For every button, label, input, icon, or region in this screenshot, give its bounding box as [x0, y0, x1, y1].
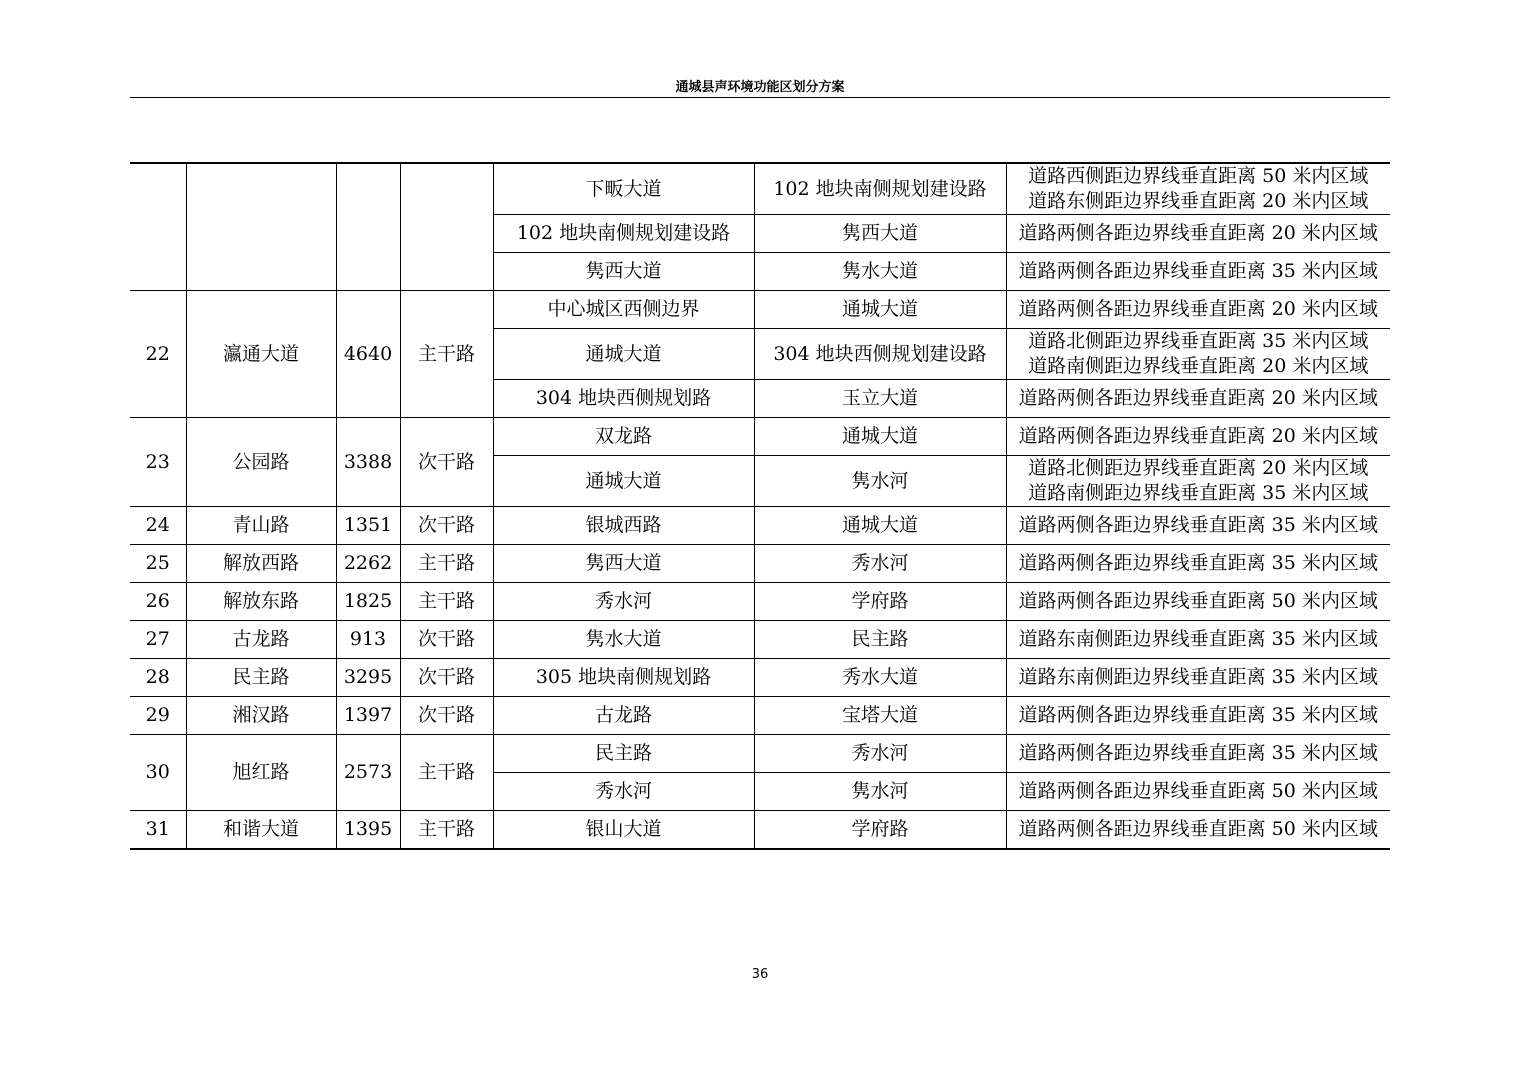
- road-length-cell: [336, 163, 400, 291]
- zone-range-cell: [1006, 215, 1390, 253]
- zone-range-line: 道路两侧各距边界线垂直距离 20 米内区域: [1018, 222, 1378, 244]
- road-length-cell: 2262: [336, 545, 400, 583]
- road-name-cell: 古龙路: [186, 621, 336, 659]
- segment-start-cell: 通城大道: [493, 456, 754, 507]
- road-zone-table-container: [130, 162, 1390, 850]
- segment-start-cell: 秀水河: [493, 773, 754, 811]
- row-number-cell: 24: [130, 507, 186, 545]
- road-name-cell: 旭红路: [186, 735, 336, 811]
- road-length-cell: 1395: [336, 811, 400, 849]
- table-row: [130, 545, 1390, 583]
- zone-range-line: 道路两侧各距边界线垂直距离 35 米内区域: [1018, 742, 1378, 764]
- road-grade-cell: 次干路: [400, 659, 493, 697]
- road-name-cell: 和谐大道: [186, 811, 336, 849]
- zone-range-cell: [1006, 773, 1390, 811]
- road-length-cell: 1825: [336, 583, 400, 621]
- road-grade-cell: 主干路: [400, 545, 493, 583]
- road-grade-cell: 次干路: [400, 507, 493, 545]
- segment-end-cell: 学府路: [754, 583, 1006, 621]
- table-row: [130, 735, 1390, 773]
- zone-range-cell: [1006, 291, 1390, 329]
- segment-end-cell: 隽水河: [754, 456, 1006, 507]
- segment-end-cell: 通城大道: [754, 418, 1006, 456]
- row-number-cell: 30: [130, 735, 186, 811]
- road-grade-cell: 主干路: [400, 735, 493, 811]
- segment-start-cell: 民主路: [493, 735, 754, 773]
- road-length-cell: 4640: [336, 291, 400, 418]
- table-row: [130, 583, 1390, 621]
- segment-start-cell: 305 地块南侧规划路: [493, 659, 754, 697]
- zone-range-line: 道路两侧各距边界线垂直距离 20 米内区域: [1018, 298, 1378, 320]
- road-name-cell: 解放东路: [186, 583, 336, 621]
- segment-start-cell: 102 地块南侧规划建设路: [493, 215, 754, 253]
- segment-start-cell: 银山大道: [493, 811, 754, 849]
- segment-end-cell: 隽水河: [754, 773, 1006, 811]
- zone-range-line: 道路两侧各距边界线垂直距离 50 米内区域: [1018, 780, 1378, 802]
- zone-range-line: 道路北侧距边界线垂直距离 20 米内区域: [1028, 457, 1369, 479]
- road-length-cell: 3388: [336, 418, 400, 507]
- header-rule: [130, 97, 1390, 98]
- zone-range-line: 道路两侧各距边界线垂直距离 20 米内区域: [1018, 387, 1378, 409]
- zone-range-cell: [1006, 456, 1390, 507]
- road-length-cell: 913: [336, 621, 400, 659]
- road-name-cell: 公园路: [186, 418, 336, 507]
- zone-range-line: 道路南侧距边界线垂直距离 35 米内区域: [1028, 482, 1369, 504]
- road-name-cell: 青山路: [186, 507, 336, 545]
- zone-range-line: 道路东南侧距边界线垂直距离 35 米内区域: [1018, 666, 1378, 688]
- page-header-title: 通城县声环境功能区划分方案: [675, 80, 845, 95]
- segment-start-cell: 双龙路: [493, 418, 754, 456]
- table-row: [130, 697, 1390, 735]
- row-number-cell: 31: [130, 811, 186, 849]
- table-row: [130, 163, 1390, 215]
- road-grade-cell: 次干路: [400, 621, 493, 659]
- row-number-cell: [130, 163, 186, 291]
- zone-range-cell: [1006, 418, 1390, 456]
- zone-range-cell: [1006, 621, 1390, 659]
- zone-range-cell: [1006, 329, 1390, 380]
- segment-start-cell: 下畈大道: [493, 163, 754, 215]
- road-grade-cell: 次干路: [400, 418, 493, 507]
- road-name-cell: [186, 163, 336, 291]
- zone-range-cell: [1006, 583, 1390, 621]
- zone-range-line: 道路两侧各距边界线垂直距离 35 米内区域: [1018, 704, 1378, 726]
- zone-range-cell: [1006, 545, 1390, 583]
- segment-end-cell: 学府路: [754, 811, 1006, 849]
- segment-start-cell: 304 地块西侧规划路: [493, 380, 754, 418]
- zone-range-cell: [1006, 253, 1390, 291]
- road-length-cell: 1397: [336, 697, 400, 735]
- zone-range-cell: [1006, 659, 1390, 697]
- road-name-cell: 瀛通大道: [186, 291, 336, 418]
- zone-range-line: 道路东侧距边界线垂直距离 20 米内区域: [1028, 190, 1369, 212]
- table-body: [130, 163, 1390, 849]
- zone-range-line: 道路两侧各距边界线垂直距离 50 米内区域: [1018, 817, 1378, 840]
- zone-range-line: 道路两侧各距边界线垂直距离 35 米内区域: [1018, 514, 1378, 536]
- road-grade-cell: 主干路: [400, 811, 493, 849]
- road-length-cell: 2573: [336, 735, 400, 811]
- row-number-cell: 29: [130, 697, 186, 735]
- zone-range-cell: [1006, 735, 1390, 773]
- row-number-cell: 23: [130, 418, 186, 507]
- road-grade-cell: [400, 163, 493, 291]
- segment-end-cell: 玉立大道: [754, 380, 1006, 418]
- table-row: [130, 291, 1390, 329]
- road-name-cell: 湘汉路: [186, 697, 336, 735]
- segment-end-cell: 通城大道: [754, 291, 1006, 329]
- road-length-cell: 3295: [336, 659, 400, 697]
- segment-end-cell: 秀水河: [754, 735, 1006, 773]
- zone-range-line: 道路两侧各距边界线垂直距离 50 米内区域: [1018, 590, 1378, 612]
- zone-range-line: 道路两侧各距边界线垂直距离 35 米内区域: [1018, 260, 1378, 282]
- row-number-cell: 28: [130, 659, 186, 697]
- row-number-cell: 26: [130, 583, 186, 621]
- row-number-cell: 27: [130, 621, 186, 659]
- segment-start-cell: 秀水河: [493, 583, 754, 621]
- zone-range-line: 道路西侧距边界线垂直距离 50 米内区域: [1028, 165, 1369, 187]
- table-row: [130, 507, 1390, 545]
- zone-range-cell: [1006, 507, 1390, 545]
- road-grade-cell: 主干路: [400, 583, 493, 621]
- segment-end-cell: 304 地块西侧规划建设路: [754, 329, 1006, 380]
- road-zone-table: [130, 162, 1390, 850]
- table-row: [130, 418, 1390, 456]
- page-number: 36: [751, 967, 769, 982]
- segment-end-cell: 102 地块南侧规划建设路: [754, 163, 1006, 215]
- segment-end-cell: 通城大道: [754, 507, 1006, 545]
- segment-end-cell: 秀水河: [754, 545, 1006, 583]
- table-row: [130, 811, 1390, 849]
- segment-end-cell: 宝塔大道: [754, 697, 1006, 735]
- zone-range-line: 道路两侧各距边界线垂直距离 35 米内区域: [1018, 552, 1378, 574]
- segment-start-cell: 隽水大道: [493, 621, 754, 659]
- zone-range-cell: [1006, 811, 1390, 849]
- segment-start-cell: 隽西大道: [493, 545, 754, 583]
- zone-range-cell: [1006, 380, 1390, 418]
- segment-start-cell: 银城西路: [493, 507, 754, 545]
- zone-range-line: 道路东南侧距边界线垂直距离 35 米内区域: [1018, 628, 1378, 650]
- segment-start-cell: 古龙路: [493, 697, 754, 735]
- table-row: [130, 659, 1390, 697]
- zone-range-line: 道路北侧距边界线垂直距离 35 米内区域: [1028, 330, 1369, 352]
- segment-end-cell: 秀水大道: [754, 659, 1006, 697]
- segment-end-cell: 隽水大道: [754, 253, 1006, 291]
- segment-start-cell: 中心城区西侧边界: [493, 291, 754, 329]
- segment-start-cell: 隽西大道: [493, 253, 754, 291]
- zone-range-cell: [1006, 163, 1390, 215]
- row-number-cell: 22: [130, 291, 186, 418]
- segment-end-cell: 民主路: [754, 621, 1006, 659]
- row-number-cell: 25: [130, 545, 186, 583]
- segment-start-cell: 通城大道: [493, 329, 754, 380]
- table-row: [130, 621, 1390, 659]
- road-name-cell: 解放西路: [186, 545, 336, 583]
- zone-range-line: 道路南侧距边界线垂直距离 20 米内区域: [1028, 355, 1369, 377]
- road-length-cell: 1351: [336, 507, 400, 545]
- road-grade-cell: 主干路: [400, 291, 493, 418]
- segment-end-cell: 隽西大道: [754, 215, 1006, 253]
- road-grade-cell: 次干路: [400, 697, 493, 735]
- zone-range-line: 道路两侧各距边界线垂直距离 20 米内区域: [1018, 425, 1378, 447]
- road-name-cell: 民主路: [186, 659, 336, 697]
- zone-range-cell: [1006, 697, 1390, 735]
